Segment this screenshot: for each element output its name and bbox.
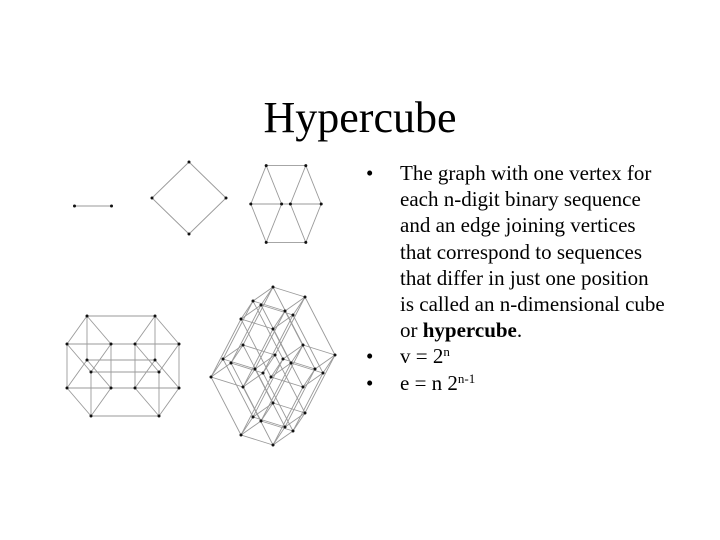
hypercube-vertex — [158, 371, 161, 374]
bullet-dot: • — [366, 344, 374, 369]
hypercube-edge — [91, 344, 111, 372]
edge-formula-base: e = n 2 — [400, 370, 458, 395]
hypercube-edge — [273, 427, 285, 445]
hypercube-edge — [152, 198, 189, 234]
hypercube-edge — [273, 431, 293, 445]
hypercube-vertex — [154, 315, 157, 318]
hypercube-edge — [211, 359, 223, 377]
hypercube-vertex — [262, 372, 265, 375]
hypercube-edge — [266, 204, 281, 242]
hypercube-vertex — [272, 328, 275, 331]
bullet-list — [366, 160, 666, 396]
hypercube-edge — [91, 388, 111, 416]
definition-period: . — [516, 318, 523, 343]
hypercube-edge — [290, 166, 305, 204]
hypercube-edge — [159, 388, 179, 416]
vertex-formula-base: v = 2 — [400, 344, 444, 369]
hypercube-edge — [251, 166, 266, 204]
hypercube-vertex — [260, 304, 263, 307]
hypercube-vertex — [178, 387, 181, 390]
hypercube-vertex — [272, 402, 275, 405]
hypercube-edge — [243, 329, 273, 387]
hypercube-edge — [266, 166, 281, 204]
hypercube-4d-figure — [66, 315, 181, 418]
hypercube-edge — [241, 421, 261, 435]
hypercube-vertex — [304, 296, 307, 299]
hypercube-vertex — [73, 205, 76, 208]
bullet-edge-count — [366, 370, 666, 396]
hypercube-edge — [290, 204, 305, 242]
hypercube-vertex — [252, 300, 255, 303]
hypercube-edge — [211, 363, 231, 377]
hypercube-vertex — [302, 344, 305, 347]
hypercube-term: hypercube — [422, 318, 517, 343]
hypercube-vertex — [302, 386, 305, 389]
hypercube-vertex — [222, 358, 225, 361]
hypercube-vertex — [134, 343, 137, 346]
hypercube-vertex — [282, 358, 285, 361]
hypercube-edge — [306, 166, 321, 204]
hypercube-vertex — [304, 412, 307, 415]
hypercube-1d-figure — [73, 205, 113, 208]
hypercube-vertex — [110, 387, 113, 390]
hypercube-vertex — [272, 286, 275, 289]
hypercube-vertex — [188, 161, 191, 164]
hypercube-edge — [159, 344, 179, 372]
hypercube-vertex — [290, 362, 293, 365]
hypercube-edge — [243, 369, 255, 387]
hypercube-vertex — [230, 362, 233, 365]
hypercube-vertex — [314, 368, 317, 371]
hypercube-vertex — [154, 359, 157, 362]
hypercube-edge — [87, 316, 111, 344]
hypercube-edge — [261, 403, 273, 421]
bullet-dot: • — [366, 161, 374, 185]
hypercube-vertex — [254, 368, 257, 371]
hypercube-vertex — [110, 343, 113, 346]
hypercube-edge — [251, 204, 266, 242]
hypercube-edge — [315, 355, 335, 369]
hypercube-vertex — [270, 376, 273, 379]
hypercube-vertex — [284, 426, 287, 429]
hypercube-vertex — [134, 387, 137, 390]
hypercube-vertex — [292, 430, 295, 433]
hypercube-vertex — [274, 354, 277, 357]
hypercube-vertex — [334, 354, 337, 357]
hypercube-edge — [243, 373, 263, 387]
hypercube-vertex — [292, 314, 295, 317]
hypercube-vertex — [289, 203, 292, 206]
hypercube-edge — [211, 319, 241, 377]
hypercube-edge — [263, 355, 275, 373]
hypercube-vertex — [90, 415, 93, 418]
hypercube-edge — [241, 417, 253, 435]
hypercube-edge — [152, 162, 189, 198]
hypercube-vertex — [240, 318, 243, 321]
hypercube-vertex — [225, 197, 228, 200]
hypercube-vertex — [86, 359, 89, 362]
hypercube-edge — [283, 345, 303, 359]
hypercube-vertex — [240, 434, 243, 437]
hypercube-vertex — [265, 241, 268, 244]
hypercube-edge — [306, 204, 321, 242]
definition-text: The graph with one vertex for each n-digit binary sequence and an edge joining vertices that correspond to sequences that differ in just one position is called an n-dimensional cube or — [400, 161, 665, 343]
bullet-dot: • — [366, 370, 374, 395]
hypercube-edge — [67, 388, 91, 416]
hypercube-vertex — [158, 415, 161, 418]
hypercube-vertex — [90, 371, 93, 374]
hypercube-vertex — [242, 344, 245, 347]
hypercube-vertex — [66, 387, 69, 390]
hypercube-vertex — [66, 343, 69, 346]
hypercube-vertex — [188, 233, 191, 236]
hypercube-3d-figure — [249, 164, 322, 244]
hypercube-edge — [231, 345, 243, 363]
hypercube-2d-figure — [151, 161, 228, 236]
bullet-definition — [366, 160, 666, 343]
hypercube-vertex — [280, 203, 283, 206]
hypercube-vertex — [252, 416, 255, 419]
hypercube-vertex — [320, 203, 323, 206]
hypercube-vertex — [210, 376, 213, 379]
bullet-vertex-count — [366, 343, 666, 369]
slide-title: Hypercube — [263, 93, 457, 142]
hypercube-vertex — [304, 241, 307, 244]
hypercube-edge — [243, 287, 273, 345]
hypercube-5d-figure — [210, 286, 337, 447]
hypercube-edge — [273, 387, 303, 445]
hypercube-vertex — [110, 205, 113, 208]
hypercube-vertex — [260, 420, 263, 423]
hypercube-edge — [135, 316, 155, 344]
edge-formula-exponent: n-1 — [457, 370, 476, 386]
hypercube-edge — [67, 316, 87, 344]
hypercube-vertex — [322, 372, 325, 375]
hypercube-vertex — [86, 315, 89, 318]
hypercube-edge — [189, 198, 226, 234]
hypercube-vertex — [242, 386, 245, 389]
hypercube-edge — [305, 355, 335, 413]
hypercube-edge — [273, 345, 303, 403]
hypercube-vertex — [284, 310, 287, 313]
hypercube-vertex — [272, 444, 275, 447]
hypercube-vertex — [265, 164, 268, 167]
hypercube-vertex — [151, 197, 154, 200]
hypercube-edge — [189, 162, 226, 198]
hypercube-edge — [285, 297, 305, 311]
hypercube-vertex — [178, 343, 181, 346]
vertex-formula-exponent: n — [443, 344, 450, 360]
hypercube-edge — [293, 413, 305, 431]
hypercube-edge — [135, 388, 159, 416]
hypercube-edge — [253, 287, 273, 301]
hypercube-vertex — [249, 203, 252, 206]
hypercube-vertex — [304, 164, 307, 167]
hypercube-edge — [155, 316, 179, 344]
